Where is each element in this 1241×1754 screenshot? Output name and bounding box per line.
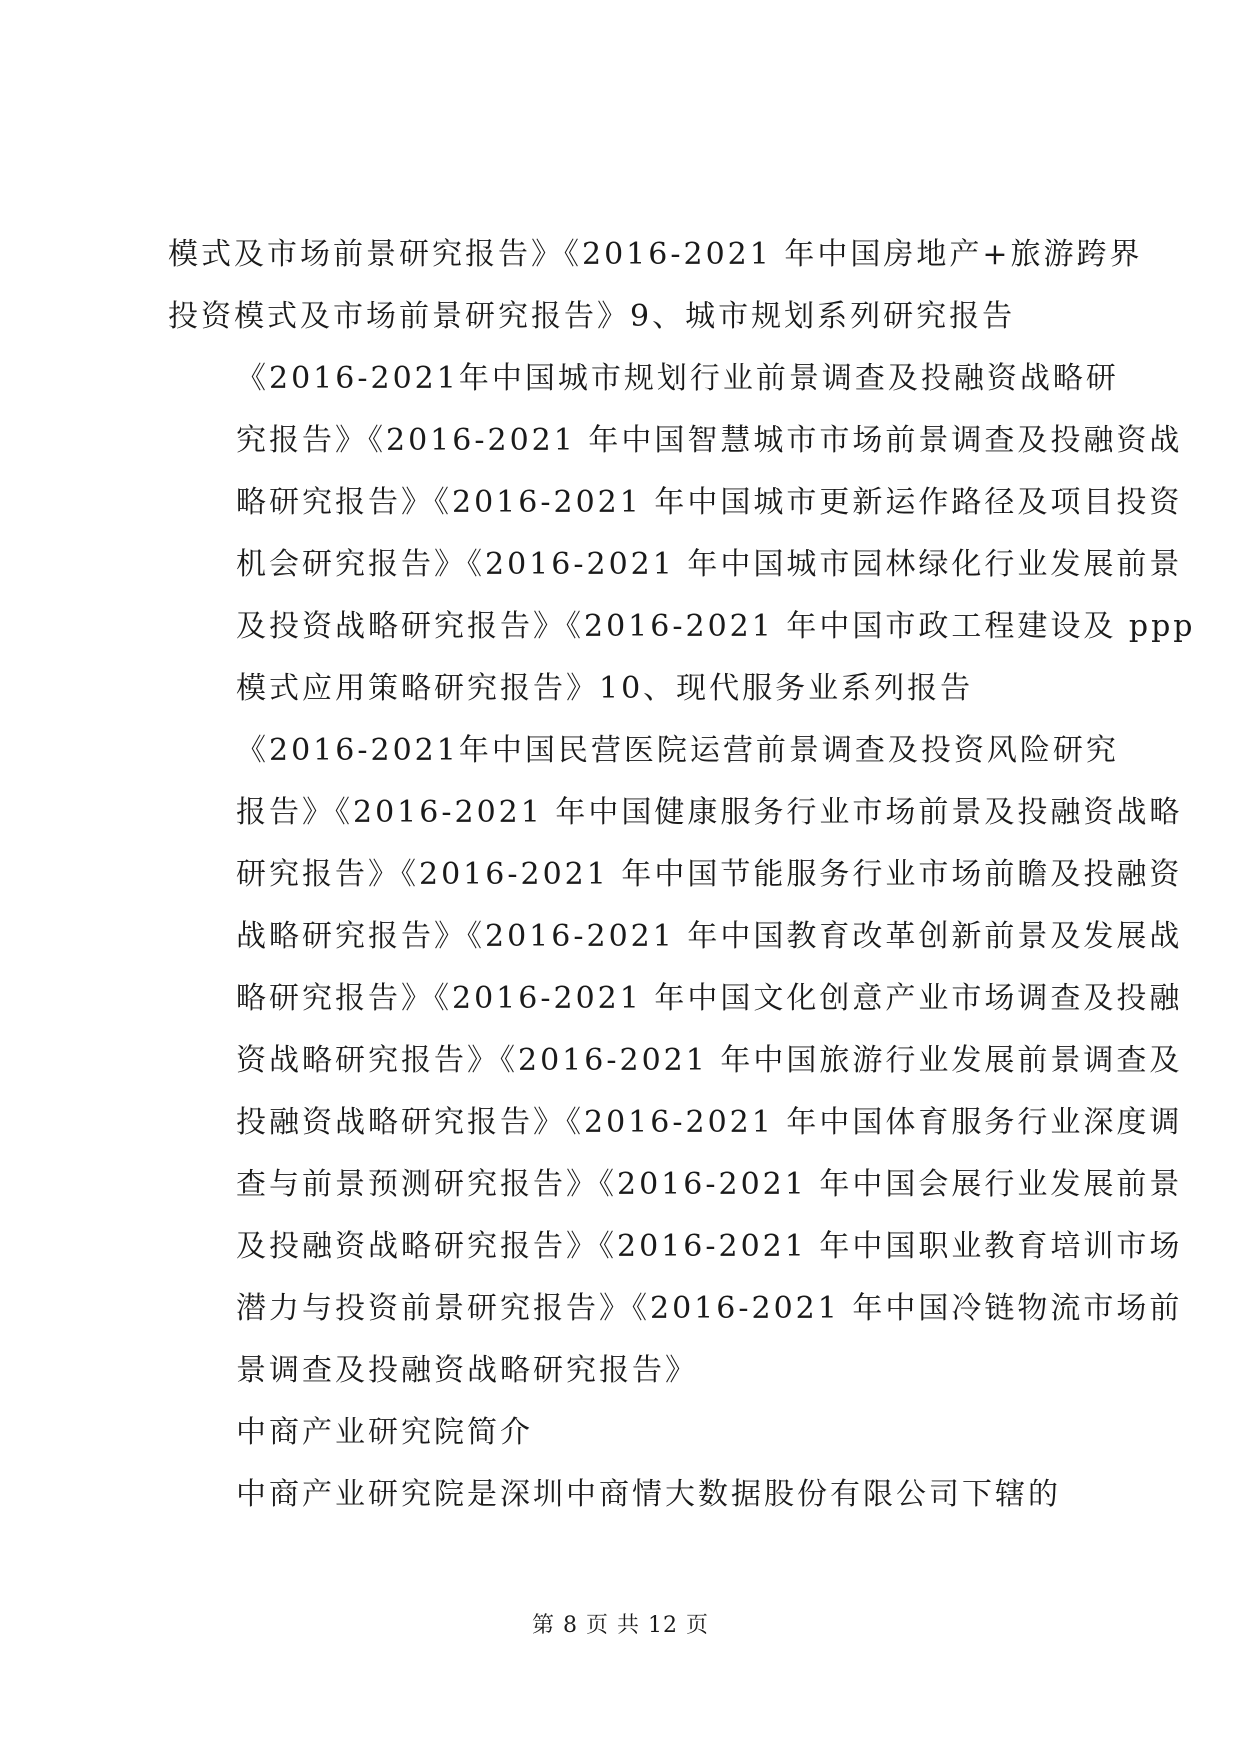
section-heading xyxy=(168,1402,1074,1464)
body-text xyxy=(168,224,1196,1526)
text-line: 潜力与投资前景研究报告》《2016-2021 年中国冷链物流市场前 xyxy=(236,1291,1183,1326)
text-line: 究报告》《2016-2021 年中国智慧城市市场前景调查及投融资战 xyxy=(236,423,1183,458)
text-line: 《2016-2021年中国城市规划行业前景调查及投融资战略研 xyxy=(236,361,1119,396)
paragraph xyxy=(168,348,1196,720)
text-line: 中商产业研究院简介 xyxy=(236,1415,533,1450)
text-line: 中商产业研究院是深圳中商情大数据股份有限公司下辖的 xyxy=(236,1477,1061,1512)
text-line: 略研究报告》《2016-2021 年中国文化创意产业市场调查及投融 xyxy=(236,981,1183,1016)
text-line: 研究报告》《2016-2021 年中国节能服务行业市场前瞻及投融资 xyxy=(236,857,1183,892)
text-line: 模式及市场前景研究报告》《2016-2021 年中国房地产+旅游跨界 xyxy=(168,237,1143,272)
text-line: 机会研究报告》《2016-2021 年中国城市园林绿化行业发展前景 xyxy=(236,547,1183,582)
text-line: 投融资战略研究报告》《2016-2021 年中国体育服务行业深度调 xyxy=(236,1105,1183,1140)
text-line: 略研究报告》《2016-2021 年中国城市更新运作路径及项目投资 xyxy=(236,485,1183,520)
page-footer xyxy=(0,1608,1241,1639)
text-line: 查与前景预测研究报告》《2016-2021 年中国会展行业发展前景 xyxy=(236,1167,1183,1202)
paragraph xyxy=(168,224,1143,348)
text-line: 及投资战略研究报告》《2016-2021 年中国市政工程建设及 ppp xyxy=(236,609,1196,644)
paragraph xyxy=(168,1464,1074,1526)
text-line: 《2016-2021年中国民营医院运营前景调查及投资风险研究 xyxy=(236,733,1119,768)
text-line: 景调查及投融资战略研究报告》 xyxy=(236,1353,698,1388)
page-number: 第 8 页 共 12 页 xyxy=(532,1613,709,1638)
text-line: 战略研究报告》《2016-2021 年中国教育改革创新前景及发展战 xyxy=(236,919,1183,954)
text-line: 资战略研究报告》《2016-2021 年中国旅游行业发展前景调查及 xyxy=(236,1043,1183,1078)
text-line: 投资模式及市场前景研究报告》9、城市规划系列研究报告 xyxy=(168,299,1016,334)
text-line: 及投融资战略研究报告》《2016-2021 年中国职业教育培训市场 xyxy=(236,1229,1183,1264)
paragraph xyxy=(168,720,1183,1402)
text-line: 报告》《2016-2021 年中国健康服务行业市场前景及投融资战略 xyxy=(236,795,1183,830)
text-line: 模式应用策略研究报告》10、现代服务业系列报告 xyxy=(236,671,974,706)
